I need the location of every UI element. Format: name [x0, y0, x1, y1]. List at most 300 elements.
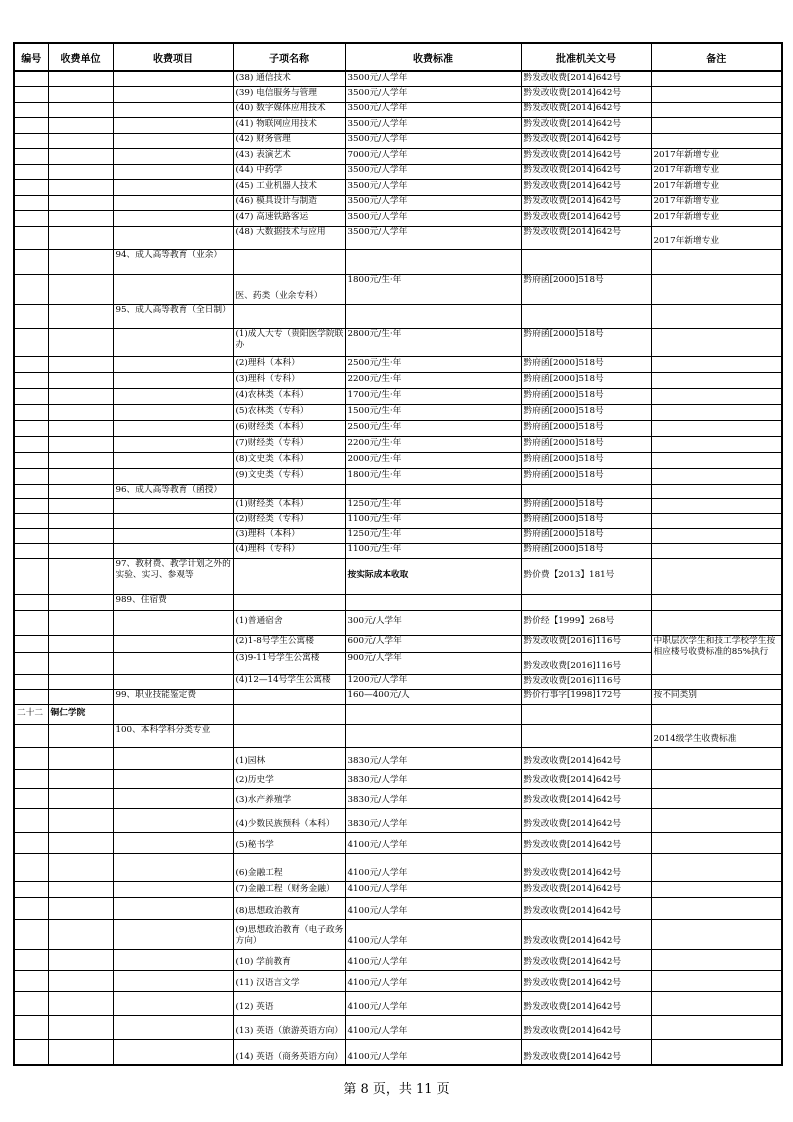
cell-item — [113, 853, 233, 881]
cell-no — [14, 528, 48, 543]
cell-unit — [48, 372, 113, 388]
cell-no — [14, 970, 48, 991]
cell-subitem: (2)理科（本科） — [233, 356, 345, 372]
cell-doc: 黔发改收费[2014]642号 — [521, 949, 651, 970]
cell-standard: 900元/人学年 — [345, 652, 521, 674]
cell-unit — [48, 179, 113, 195]
table-row — [14, 226, 782, 249]
cell-doc: 黔发改收费[2014]642号 — [521, 117, 651, 133]
cell-standard: 1700元/生·年 — [345, 388, 521, 404]
cell-no — [14, 372, 48, 388]
table-row — [14, 388, 782, 404]
cell-unit — [48, 117, 113, 133]
cell-unit — [48, 543, 113, 558]
cell-unit — [48, 420, 113, 436]
cell-no — [14, 594, 48, 610]
cell-unit — [48, 452, 113, 468]
cell-item — [113, 328, 233, 356]
cell-item — [113, 356, 233, 372]
cell-note — [651, 356, 782, 372]
cell-note: 2017年新增专业 — [651, 210, 782, 226]
cell-no — [14, 164, 48, 179]
cell-standard: 4100元/人学年 — [345, 853, 521, 881]
table-row — [14, 404, 782, 420]
cell-no — [14, 328, 48, 356]
cell-unit — [48, 919, 113, 949]
cell-standard: 1100元/生·年 — [345, 513, 521, 528]
cell-item — [113, 970, 233, 991]
table-row — [14, 832, 782, 853]
cell-unit — [48, 356, 113, 372]
cell-note — [651, 372, 782, 388]
cell-no — [14, 420, 48, 436]
cell-item — [113, 543, 233, 558]
cell-no — [14, 832, 48, 853]
cell-subitem: (4)理科（专科） — [233, 543, 345, 558]
table-row — [14, 86, 782, 102]
cell-unit — [48, 635, 113, 652]
cell-standard: 4100元/人学年 — [345, 881, 521, 897]
cell-item — [113, 528, 233, 543]
cell-no — [14, 249, 48, 274]
cell-no — [14, 468, 48, 484]
cell-item — [113, 808, 233, 832]
table-row — [14, 148, 782, 164]
cell-standard: 1200元/人学年 — [345, 674, 521, 689]
cell-note — [651, 543, 782, 558]
cell-unit — [48, 853, 113, 881]
cell-doc: 黔府函[2000]518号 — [521, 372, 651, 388]
cell-unit — [48, 724, 113, 747]
cell-item — [113, 788, 233, 808]
cell-doc: 黔发改收费[2014]642号 — [521, 808, 651, 832]
cell-standard: 按实际成本收取 — [345, 558, 521, 594]
cell-note: 中职层次学生和技工学校学生按相应楼号收费标准的85%执行 — [651, 635, 782, 674]
table-row — [14, 853, 782, 881]
cell-item — [113, 919, 233, 949]
cell-no — [14, 513, 48, 528]
cell-unit — [48, 769, 113, 788]
cell-no — [14, 86, 48, 102]
table-row — [14, 468, 782, 484]
cell-item: 100、本科学科分类专业 — [113, 724, 233, 747]
cell-unit — [48, 210, 113, 226]
cell-doc: 黔发改收费[2014]642号 — [521, 179, 651, 195]
table-row — [14, 881, 782, 897]
cell-unit — [48, 832, 113, 853]
cell-doc: 黔府函[2000]518号 — [521, 468, 651, 484]
cell-unit — [48, 195, 113, 210]
cell-doc: 黔发改收费[2014]642号 — [521, 1039, 651, 1065]
cell-standard: 1250元/生·年 — [345, 498, 521, 513]
cell-unit — [48, 164, 113, 179]
cell-item — [113, 71, 233, 86]
cell-no — [14, 71, 48, 86]
cell-no — [14, 949, 48, 970]
cell-item: 99、职业技能鉴定费 — [113, 689, 233, 704]
table-row — [14, 117, 782, 133]
cell-unit — [48, 1015, 113, 1039]
cell-unit — [48, 558, 113, 594]
cell-note — [651, 102, 782, 117]
table-row — [14, 71, 782, 86]
cell-unit — [48, 274, 113, 304]
table-row — [14, 543, 782, 558]
table-row — [14, 949, 782, 970]
cell-no — [14, 484, 48, 498]
cell-subitem: (1)财经类（本科） — [233, 498, 345, 513]
cell-subitem — [233, 704, 345, 724]
cell-no — [14, 635, 48, 652]
cell-unit — [48, 747, 113, 769]
cell-subitem: (42) 财务管理 — [233, 133, 345, 148]
cell-note — [651, 484, 782, 498]
cell-unit — [48, 404, 113, 420]
cell-note — [651, 513, 782, 528]
cell-no — [14, 195, 48, 210]
cell-note — [651, 949, 782, 970]
cell-note — [651, 452, 782, 468]
cell-note: 2017年新增专业 — [651, 195, 782, 210]
column-header: 编号 — [14, 43, 48, 71]
cell-item: 96、成人高等教育（函授） — [113, 484, 233, 498]
table-row — [14, 897, 782, 919]
cell-note — [651, 468, 782, 484]
page-footer: 第 8 页，共 11 页 — [343, 1082, 450, 1097]
cell-subitem — [233, 689, 345, 704]
cell-note — [651, 404, 782, 420]
cell-doc: 黔发改收费[2014]642号 — [521, 133, 651, 148]
cell-subitem: (3)9-11号学生公寓楼 — [233, 652, 345, 674]
cell-subitem — [233, 558, 345, 594]
cell-doc: 黔府函[2000]518号 — [521, 452, 651, 468]
cell-doc: 黔府函[2000]518号 — [521, 404, 651, 420]
cell-subitem: (2)历史学 — [233, 769, 345, 788]
cell-standard: 4100元/人学年 — [345, 949, 521, 970]
table-row — [14, 195, 782, 210]
cell-standard: 4100元/人学年 — [345, 919, 521, 949]
cell-doc — [521, 484, 651, 498]
cell-standard: 1100元/生·年 — [345, 543, 521, 558]
cell-unit — [48, 226, 113, 249]
cell-item — [113, 133, 233, 148]
cell-subitem: (38) 通信技术 — [233, 71, 345, 86]
cell-doc: 黔发改收费[2014]642号 — [521, 919, 651, 949]
cell-doc: 黔价行事字[1998]172号 — [521, 689, 651, 704]
cell-note — [651, 832, 782, 853]
cell-doc: 黔府函[2000]518号 — [521, 513, 651, 528]
column-header: 子项名称 — [233, 43, 345, 71]
cell-unit — [48, 788, 113, 808]
cell-standard — [345, 484, 521, 498]
cell-item: 97、教材费、教学计划之外的实验、实习、参观等 — [113, 558, 233, 594]
cell-item — [113, 832, 233, 853]
cell-item — [113, 102, 233, 117]
table-row — [14, 1015, 782, 1039]
cell-item — [113, 747, 233, 769]
cell-subitem: (10) 学前教育 — [233, 949, 345, 970]
cell-subitem: (3)理科（专科） — [233, 372, 345, 388]
cell-unit — [48, 528, 113, 543]
table-row — [14, 436, 782, 452]
cell-unit — [48, 148, 113, 164]
table-row — [14, 919, 782, 949]
cell-item — [113, 274, 233, 304]
cell-doc: 黔发改收费[2014]642号 — [521, 102, 651, 117]
cell-subitem: (9)文史类（专科） — [233, 468, 345, 484]
cell-note — [651, 610, 782, 635]
cell-subitem: (41) 物联网应用技术 — [233, 117, 345, 133]
cell-item — [113, 704, 233, 724]
cell-item — [113, 1039, 233, 1065]
cell-note — [651, 1015, 782, 1039]
cell-doc: 黔发改收费[2014]642号 — [521, 769, 651, 788]
cell-subitem: (4)少数民族预科（本科） — [233, 808, 345, 832]
cell-subitem: (48) 大数据技术与应用 — [233, 226, 345, 249]
cell-item — [113, 436, 233, 452]
cell-unit — [48, 102, 113, 117]
cell-subitem: (5)秘书学 — [233, 832, 345, 853]
cell-doc — [521, 249, 651, 274]
cell-standard: 3500元/人学年 — [345, 210, 521, 226]
cell-unit — [48, 808, 113, 832]
cell-no — [14, 226, 48, 249]
cell-no — [14, 652, 48, 674]
cell-doc: 黔发改收费[2014]642号 — [521, 195, 651, 210]
cell-item — [113, 148, 233, 164]
cell-doc — [521, 304, 651, 328]
table-row — [14, 420, 782, 436]
cell-note — [651, 86, 782, 102]
cell-no — [14, 304, 48, 328]
cell-standard — [345, 594, 521, 610]
cell-standard: 1500元/生·年 — [345, 404, 521, 420]
cell-note — [651, 558, 782, 594]
cell-item — [113, 635, 233, 652]
cell-no — [14, 919, 48, 949]
cell-note — [651, 328, 782, 356]
cell-subitem: (8)思想政治教育 — [233, 897, 345, 919]
cell-note — [651, 528, 782, 543]
table-row — [14, 724, 782, 747]
cell-item — [113, 881, 233, 897]
cell-unit — [48, 949, 113, 970]
cell-doc: 黔价费【2013】181号 — [521, 558, 651, 594]
cell-unit — [48, 689, 113, 704]
cell-no — [14, 436, 48, 452]
cell-doc: 黔发改收费[2014]642号 — [521, 788, 651, 808]
cell-doc — [521, 704, 651, 724]
cell-standard: 3500元/人学年 — [345, 195, 521, 210]
cell-note — [651, 704, 782, 724]
cell-item — [113, 86, 233, 102]
cell-subitem — [233, 594, 345, 610]
cell-doc: 黔府函[2000]518号 — [521, 528, 651, 543]
cell-subitem: (12) 英语 — [233, 991, 345, 1015]
cell-subitem: (47) 高速铁路客运 — [233, 210, 345, 226]
cell-no — [14, 808, 48, 832]
cell-no — [14, 991, 48, 1015]
cell-standard — [345, 249, 521, 274]
cell-doc: 黔发改收费[2014]642号 — [521, 226, 651, 249]
cell-standard: 4100元/人学年 — [345, 970, 521, 991]
cell-unit — [48, 498, 113, 513]
table-row — [14, 970, 782, 991]
table-row — [14, 328, 782, 356]
cell-unit — [48, 610, 113, 635]
cell-standard: 1250元/生·年 — [345, 528, 521, 543]
cell-standard: 2200元/生·年 — [345, 436, 521, 452]
table-row — [14, 704, 782, 724]
table-row — [14, 133, 782, 148]
cell-no — [14, 404, 48, 420]
cell-standard: 2200元/生·年 — [345, 372, 521, 388]
cell-doc: 黔府函[2000]518号 — [521, 498, 651, 513]
cell-no — [14, 1015, 48, 1039]
column-header: 收费单位 — [48, 43, 113, 71]
cell-note — [651, 249, 782, 274]
cell-note — [651, 853, 782, 881]
cell-item — [113, 404, 233, 420]
cell-subitem: (1)成人大专（贵阳医学院联办 — [233, 328, 345, 356]
cell-note: 2017年新增专业 — [651, 226, 782, 249]
cell-standard: 160—400元/人 — [345, 689, 521, 704]
cell-standard — [345, 304, 521, 328]
cell-note — [651, 71, 782, 86]
cell-doc: 黔发改收费[2014]642号 — [521, 832, 651, 853]
cell-unit — [48, 249, 113, 274]
cell-standard: 3830元/人学年 — [345, 788, 521, 808]
cell-unit — [48, 86, 113, 102]
cell-unit — [48, 71, 113, 86]
cell-doc: 黔发改收费[2016]116号 — [521, 652, 651, 674]
table-row — [14, 164, 782, 179]
cell-item — [113, 897, 233, 919]
cell-note — [651, 133, 782, 148]
cell-unit — [48, 881, 113, 897]
cell-subitem: (1)园林 — [233, 747, 345, 769]
cell-note: 2014级学生收费标准 — [651, 724, 782, 747]
cell-note: 2017年新增专业 — [651, 179, 782, 195]
cell-item: 94、成人高等教育（业余） — [113, 249, 233, 274]
cell-standard — [345, 704, 521, 724]
cell-note — [651, 991, 782, 1015]
cell-standard: 600元/人学年 — [345, 635, 521, 652]
table-row — [14, 528, 782, 543]
cell-standard: 3830元/人学年 — [345, 747, 521, 769]
cell-doc: 黔府函[2000]518号 — [521, 356, 651, 372]
cell-doc: 黔发改收费[2014]642号 — [521, 970, 651, 991]
cell-item — [113, 195, 233, 210]
cell-unit — [48, 991, 113, 1015]
cell-doc: 黔发改收费[2014]642号 — [521, 881, 651, 897]
cell-item — [113, 513, 233, 528]
cell-doc: 黔府函[2000]518号 — [521, 388, 651, 404]
column-header: 批准机关文号 — [521, 43, 651, 71]
table-row — [14, 372, 782, 388]
cell-subitem: (6)金融工程 — [233, 853, 345, 881]
cell-unit: 铜仁学院 — [48, 704, 113, 724]
cell-subitem — [233, 249, 345, 274]
cell-standard: 3500元/人学年 — [345, 86, 521, 102]
table-row — [14, 179, 782, 195]
cell-note — [651, 919, 782, 949]
cell-item — [113, 388, 233, 404]
cell-doc — [521, 594, 651, 610]
cell-subitem: (7)财经类（专科） — [233, 436, 345, 452]
cell-note — [651, 1039, 782, 1065]
cell-unit — [48, 674, 113, 689]
cell-no — [14, 689, 48, 704]
cell-item — [113, 210, 233, 226]
cell-item — [113, 420, 233, 436]
cell-standard: 3500元/人学年 — [345, 117, 521, 133]
cell-unit — [48, 133, 113, 148]
cell-standard: 3500元/人学年 — [345, 179, 521, 195]
cell-doc: 黔发改收费[2014]642号 — [521, 747, 651, 769]
table-row — [14, 594, 782, 610]
table-row — [14, 513, 782, 528]
cell-item — [113, 117, 233, 133]
table-row — [14, 210, 782, 226]
cell-subitem: (3)水产养殖学 — [233, 788, 345, 808]
cell-no — [14, 148, 48, 164]
cell-no — [14, 724, 48, 747]
cell-standard: 4100元/人学年 — [345, 1039, 521, 1065]
cell-no — [14, 897, 48, 919]
cell-standard: 3500元/人学年 — [345, 102, 521, 117]
cell-note: 2017年新增专业 — [651, 148, 782, 164]
cell-no — [14, 558, 48, 594]
cell-no — [14, 881, 48, 897]
cell-no — [14, 1039, 48, 1065]
cell-doc: 黔发改收费[2014]642号 — [521, 1015, 651, 1039]
cell-item — [113, 674, 233, 689]
cell-note — [651, 117, 782, 133]
cell-standard: 4100元/人学年 — [345, 832, 521, 853]
cell-standard: 1800元/生·年 — [345, 274, 521, 304]
cell-note — [651, 881, 782, 897]
cell-note — [651, 388, 782, 404]
cell-subitem: (2)财经类（专科） — [233, 513, 345, 528]
cell-doc: 黔价经【1999】268号 — [521, 610, 651, 635]
cell-standard: 7000元/人学年 — [345, 148, 521, 164]
table-row — [14, 808, 782, 832]
cell-item — [113, 949, 233, 970]
table-row — [14, 635, 782, 652]
cell-doc: 黔府函[2000]518号 — [521, 420, 651, 436]
cell-subitem: (9)思想政治教育（电子政务方向） — [233, 919, 345, 949]
cell-standard: 3830元/人学年 — [345, 808, 521, 832]
cell-unit — [48, 970, 113, 991]
cell-standard: 3500元/人学年 — [345, 226, 521, 249]
cell-standard: 2500元/生·年 — [345, 356, 521, 372]
cell-unit — [48, 594, 113, 610]
table-row — [14, 788, 782, 808]
table-row — [14, 769, 782, 788]
cell-unit — [48, 436, 113, 452]
table-row — [14, 991, 782, 1015]
cell-subitem: (40) 数字媒体应用技术 — [233, 102, 345, 117]
table-row — [14, 356, 782, 372]
cell-item — [113, 164, 233, 179]
cell-note — [651, 594, 782, 610]
table-row — [14, 689, 782, 704]
cell-doc: 黔府函[2000]518号 — [521, 328, 651, 356]
cell-subitem: (39) 电信服务与管理 — [233, 86, 345, 102]
cell-subitem: (11) 汉语言文学 — [233, 970, 345, 991]
cell-doc: 黔府函[2000]518号 — [521, 274, 651, 304]
